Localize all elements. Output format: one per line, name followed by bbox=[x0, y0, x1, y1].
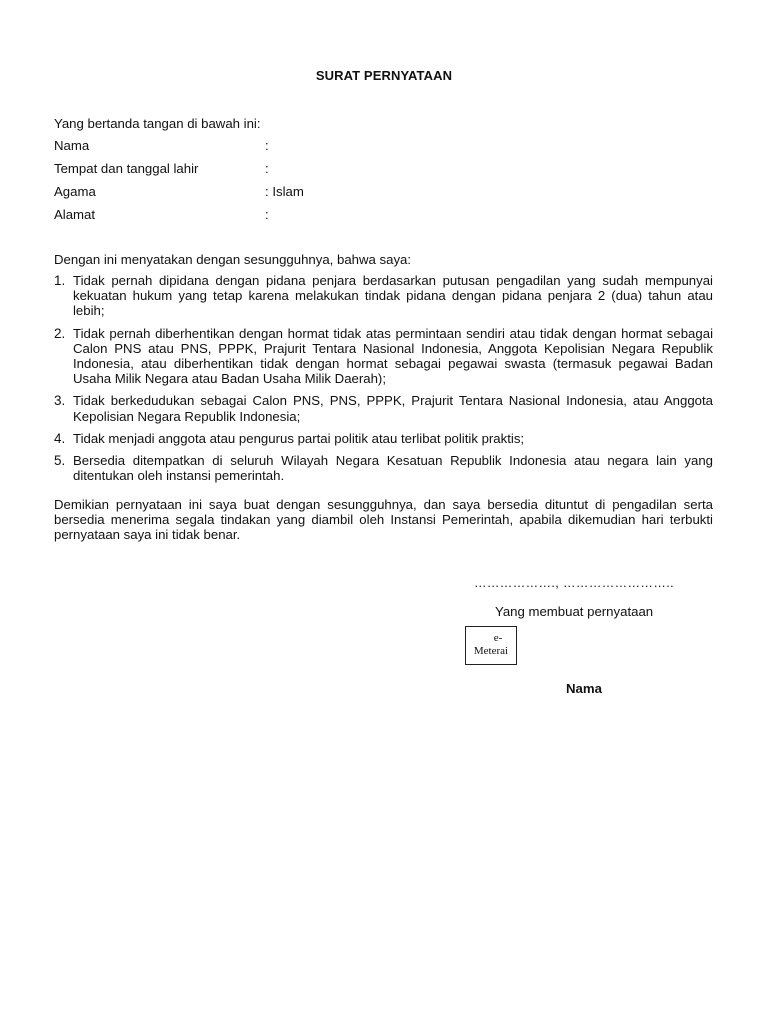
list-item bbox=[54, 393, 713, 423]
item-number: 2. bbox=[54, 325, 66, 341]
item-text: Bersedia ditempatkan di seluruh Wilayah Negara Kesatuan Republik Indonesia atau negara lain yang ditentukan oleh instansi pemerintah. bbox=[73, 453, 713, 484]
item-number: 1. bbox=[54, 273, 66, 288]
item-text: Tidak menjadi anggota atau pengurus partai politik atau terlibat politik praktis; bbox=[73, 430, 525, 446]
field-row-nama bbox=[54, 138, 454, 161]
identity-fields bbox=[54, 138, 454, 230]
intro-text: Yang bertanda tangan di bawah ini: bbox=[54, 116, 261, 131]
item-number: 5. bbox=[54, 453, 66, 469]
item-text: Tidak pernah diberhentikan dengan hormat tidak atas permintaan sendiri atau tidak dengan hormat sebagai Calon PNS atau PNS, PPPK, Prajurit Tentara Nasional Indonesia, Anggota Kepolisian Negara Republik Indonesia, atau diberhentikan tidak dengan hormat sebagai pegawai swasta (termasuk pegawai Badan Usaha Milik Negara atau Badan Usaha Milik Daerah); bbox=[73, 325, 713, 387]
statement-list bbox=[54, 273, 713, 490]
field-value: : bbox=[265, 138, 269, 153]
signer-label: Yang membuat pernyataan bbox=[495, 604, 654, 619]
item-text: Tidak berkedudukan sebagai Calon PNS, PNS, PPPK, Prajurit Tentara Nasional Indonesia, atau Anggota Kepolisian Negara Republik Indonesia; bbox=[73, 393, 713, 424]
list-item bbox=[54, 431, 713, 446]
place-date-line: ………………., …………………….. bbox=[474, 576, 674, 590]
field-row-agama bbox=[54, 184, 454, 207]
field-label: Agama bbox=[54, 184, 96, 199]
field-label: Alamat bbox=[54, 207, 96, 222]
statement-intro: Dengan ini menyatakan dengan sesungguhnya, bahwa saya: bbox=[54, 252, 412, 267]
list-item bbox=[54, 273, 713, 319]
field-label: Tempat dan tanggal lahir bbox=[54, 161, 199, 176]
item-text: Tidak pernah dipidana dengan pidana penjara berdasarkan putusan pengadilan yang sudah mempunyai kekuatan hukum yang tetap karena melakukan tindak pidana dengan pidana penjara 2 (dua) tahun atau lebih; bbox=[73, 273, 713, 319]
field-row-tempat-tanggal-lahir bbox=[54, 161, 454, 184]
field-value: : Islam bbox=[265, 184, 304, 199]
field-value: : bbox=[265, 161, 269, 176]
document-title: SURAT PERNYATAAN bbox=[315, 68, 453, 83]
list-item bbox=[54, 326, 713, 387]
field-label: Nama bbox=[54, 138, 90, 153]
e-meterai-box bbox=[465, 626, 517, 665]
item-number: 3. bbox=[54, 393, 66, 409]
field-row-alamat bbox=[54, 207, 454, 230]
meterai-label-line1: e- bbox=[493, 632, 503, 644]
meterai-label-line2: Meterai bbox=[473, 645, 509, 657]
list-item bbox=[54, 453, 713, 483]
field-value: : bbox=[265, 207, 269, 222]
item-number: 4. bbox=[54, 430, 66, 446]
closing-paragraph: Demikian pernyataan ini saya buat dengan sesungguhnya, dan saya bersedia dituntut di pengadilan serta bersedia menerima segala tindakan yang diambil oleh Instansi Pemerintah, apabila dikemudian hari terbukti pernyataan saya ini tidak benar. bbox=[54, 497, 713, 543]
signer-name: Nama bbox=[566, 681, 602, 696]
